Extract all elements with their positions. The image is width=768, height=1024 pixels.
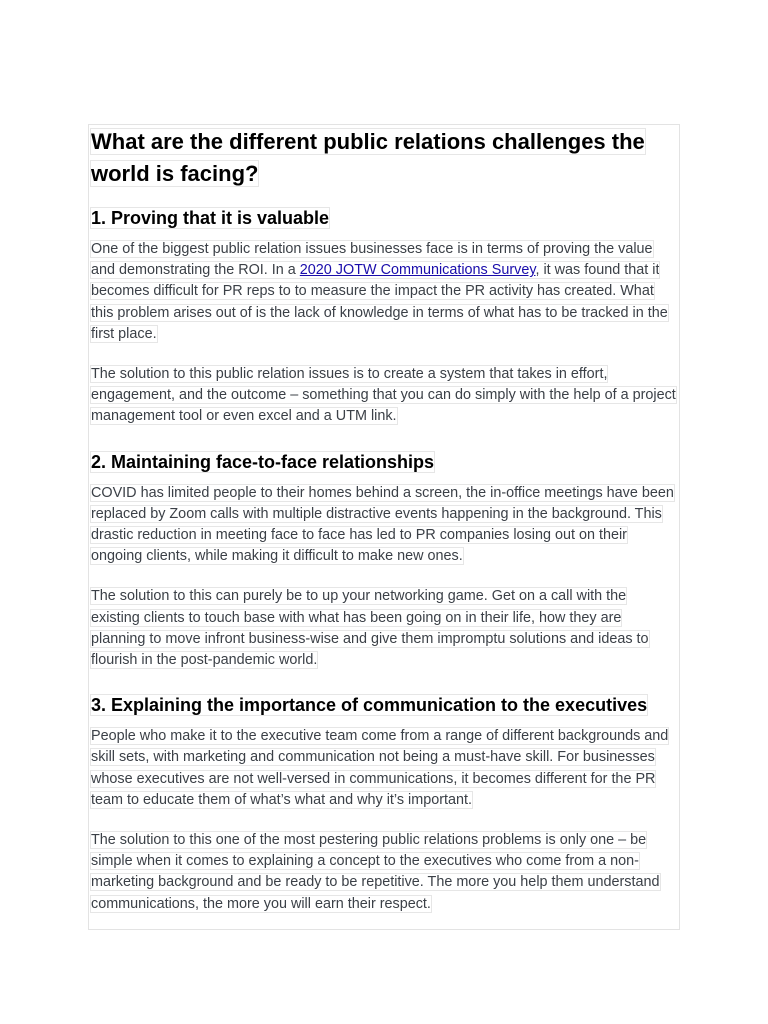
section-2-paragraph-1-text: COVID has limited people to their homes behind a screen, the in-office meetings have been replaced by Zoom calls with multiple distractive events happening in the background. This drastic reduction in meeting face to face has led to PR companies losing out on their ongoing clients, while making it difficult to make new ones. (91, 484, 674, 565)
document-page (88, 124, 680, 930)
section-heading-3 (91, 691, 677, 719)
section-heading-1 (91, 204, 677, 232)
section-3-paragraph-2-text: The solution to this one of the most pestering public relations problems is only one – be simple when it comes to explaining a concept to the executives who come from a non-marketing background and be ready to be repetitive. The more you help them understand communications, the more you will earn their respect. (91, 832, 660, 912)
section-heading-2-text: 2. Maintaining face-to-face relationships (91, 451, 435, 472)
section-1-paragraph-1-start: One of the biggest public relation issues businesses face is in terms of proving the value and demonstrating the ROI. In a (91, 241, 653, 279)
section-3-paragraph-1 (91, 726, 677, 811)
section-3-paragraph-1-text: People who make it to the executive team come from a range of different backgrounds and skill sets, with marketing and communication not being a must-have skill. For businesses whose executives are not well-versed in communications, it becomes different for the PR team to educate them of what’s what and why it’s important. (91, 728, 669, 808)
section-2-paragraph-2-text: The solution to this can purely be to up your networking game. Get on a call with the existing clients to touch base with what has been going on in their life, how they are planning to move infront business-wise and give them impromptu solutions and ideas to flourish in the post-pandemic world. (91, 588, 649, 669)
section-1-paragraph-1-end: , it was found that it becomes difficult for PR reps to to measure the impact the PR activity has created. What this problem arises out of is the lack of knowledge in terms of what has to be tracked in the first place. (91, 262, 668, 342)
article-title-text: What are the different public relations challenges the world is facing? (91, 129, 645, 186)
section-1-paragraph-1 (91, 239, 677, 345)
jotw-survey-link[interactable]: 2020 JOTW Communications Survey (299, 262, 536, 279)
section-2-paragraph-1 (91, 483, 677, 568)
section-1-paragraph-2-text: The solution to this public relation issues is to create a system that takes in effort, engagement, and the outcome – something that you can do simply with the help of a project management tool or even excel and a UTM link. (91, 366, 676, 425)
section-heading-2 (91, 448, 677, 476)
section-heading-1-text: 1. Proving that it is valuable (91, 208, 330, 228)
section-1-paragraph-2 (91, 364, 677, 428)
section-heading-3-text: 3. Explaining the importance of communication to the executives (91, 695, 648, 716)
section-3-paragraph-2 (91, 830, 677, 915)
article-title (91, 126, 677, 190)
section-2-paragraph-2 (91, 586, 677, 671)
